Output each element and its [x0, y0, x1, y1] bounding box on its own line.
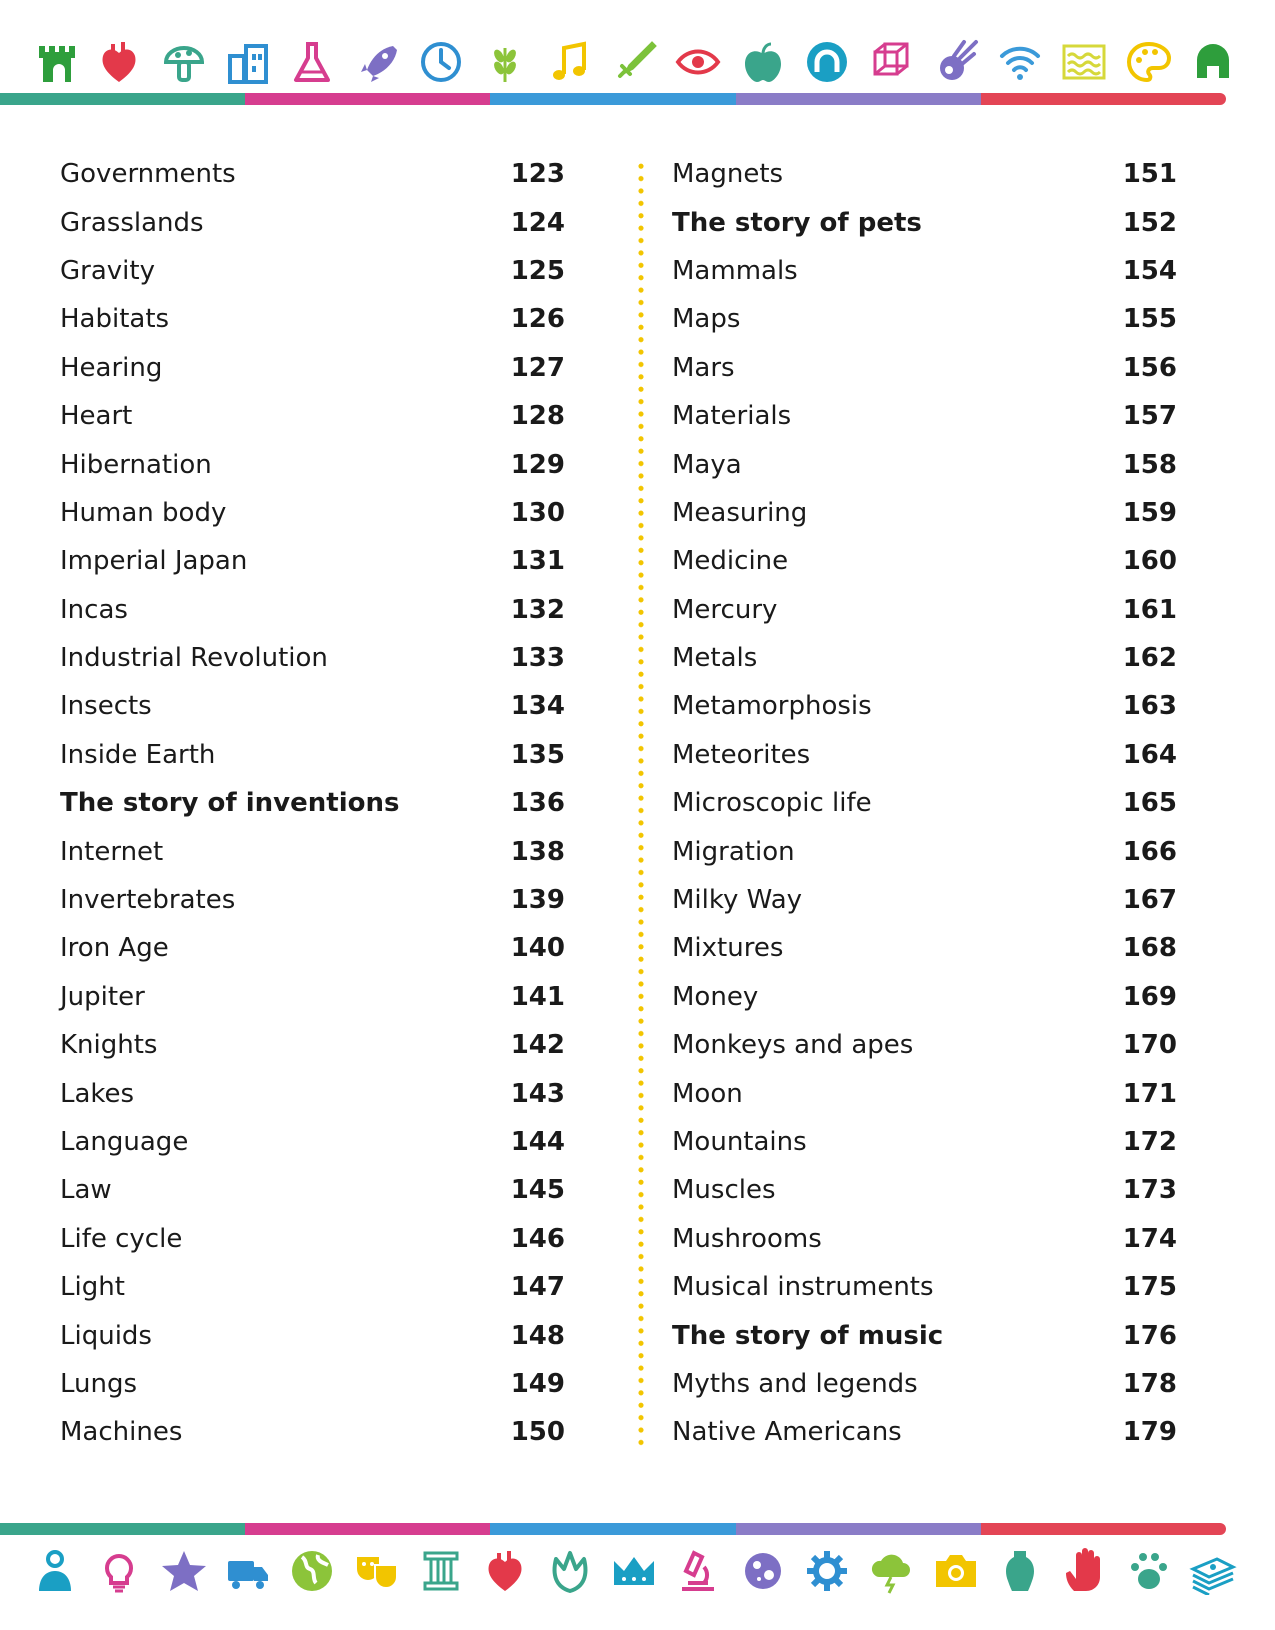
money-stack-icon — [1188, 1546, 1238, 1596]
entry-page-number: 151 — [1122, 159, 1177, 190]
index-entry — [672, 924, 1177, 972]
index-entry — [60, 1215, 565, 1263]
bottom-color-bar — [0, 1523, 1226, 1535]
index-entry — [60, 1166, 565, 1214]
entry-title: Habitats — [60, 304, 170, 335]
entry-title: Metamorphosis — [672, 691, 872, 722]
entry-page-number: 178 — [1122, 1368, 1177, 1399]
index-entry — [60, 537, 565, 585]
color-bar-segment — [245, 93, 490, 105]
entry-title: Musical instruments — [672, 1272, 934, 1303]
city-buildings-icon — [223, 37, 273, 87]
palette-icon — [1124, 37, 1174, 87]
entry-title: Insects — [60, 691, 152, 722]
star-icon — [159, 1546, 209, 1596]
index-entry — [60, 827, 565, 875]
vase-icon — [995, 1546, 1045, 1596]
leaf-plant-icon — [545, 1546, 595, 1596]
entry-page-number: 166 — [1122, 836, 1177, 867]
entry-title: Mushrooms — [672, 1223, 822, 1254]
index-entry — [672, 440, 1177, 488]
heart-organ-icon — [94, 37, 144, 87]
entry-title: Magnets — [672, 159, 784, 190]
entry-title: Lungs — [60, 1368, 138, 1399]
entry-title: Light — [60, 1272, 125, 1303]
entry-page-number: 125 — [510, 255, 565, 286]
entry-page-number: 170 — [1122, 1030, 1177, 1061]
top-icon-strip — [30, 34, 1238, 90]
index-entry — [672, 1408, 1177, 1456]
entry-title: Mammals — [672, 255, 798, 286]
index-entry — [60, 586, 565, 634]
entry-page-number: 132 — [510, 594, 565, 625]
entry-title: Liquids — [60, 1320, 152, 1351]
heart-organ-icon — [480, 1546, 530, 1596]
entry-page-number: 130 — [510, 497, 565, 528]
index-entry — [60, 1069, 565, 1117]
entry-title: Incas — [60, 594, 128, 625]
entry-page-number: 136 — [510, 788, 565, 819]
apple-icon — [738, 37, 788, 87]
entry-title: Internet — [60, 836, 164, 867]
index-entry — [60, 779, 565, 827]
index-entry — [672, 682, 1177, 730]
entry-title: Myths and legends — [672, 1368, 918, 1399]
entry-title: Monkeys and apes — [672, 1030, 914, 1061]
entry-title: Maps — [672, 304, 741, 335]
lightbulb-icon — [94, 1546, 144, 1596]
theatre-masks-icon — [352, 1546, 402, 1596]
entry-page-number: 168 — [1122, 933, 1177, 964]
index-entry — [672, 392, 1177, 440]
entry-page-number: 131 — [510, 546, 565, 577]
index-entry — [672, 1166, 1177, 1214]
entry-page-number: 142 — [510, 1030, 565, 1061]
index-entry — [672, 973, 1177, 1021]
entry-page-number: 165 — [1122, 788, 1177, 819]
entry-page-number: 169 — [1122, 981, 1177, 1012]
entry-page-number: 179 — [1122, 1417, 1177, 1448]
index-column-right — [672, 150, 1177, 1457]
entry-title: Hearing — [60, 352, 163, 383]
index-entry — [672, 827, 1177, 875]
entry-title: Iron Age — [60, 933, 169, 964]
entry-page-number: 141 — [510, 981, 565, 1012]
index-column-left — [60, 150, 565, 1457]
entry-title: Native Americans — [672, 1417, 902, 1448]
helmet-icon — [1188, 37, 1238, 87]
entry-title: Measuring — [672, 497, 808, 528]
index-entry — [672, 1021, 1177, 1069]
gear-icon — [802, 1546, 852, 1596]
color-bar-segment — [981, 93, 1226, 105]
index-entry — [672, 489, 1177, 537]
hand-icon — [1059, 1546, 1109, 1596]
entry-title: Governments — [60, 159, 236, 190]
entry-page-number: 147 — [510, 1272, 565, 1303]
entry-title: Invertebrates — [60, 885, 236, 916]
index-entry — [672, 198, 1177, 246]
entry-title: Milky Way — [672, 885, 803, 916]
eye-icon — [673, 37, 723, 87]
planet-icon — [738, 1546, 788, 1596]
entry-page-number: 138 — [510, 836, 565, 867]
index-entry — [60, 1360, 565, 1408]
entry-page-number: 162 — [1122, 643, 1177, 674]
index-entry — [672, 247, 1177, 295]
index-entry — [672, 150, 1177, 198]
index-entry — [60, 1118, 565, 1166]
entry-page-number: 176 — [1122, 1320, 1177, 1351]
index-entry — [672, 1118, 1177, 1166]
flask-icon — [287, 37, 337, 87]
entry-page-number: 150 — [510, 1417, 565, 1448]
color-bar-segment — [0, 93, 245, 105]
color-bar-segment — [981, 1523, 1226, 1535]
index-entry — [60, 198, 565, 246]
entry-page-number: 144 — [510, 1127, 565, 1157]
entry-title: Maya — [672, 449, 742, 480]
entry-page-number: 155 — [1122, 304, 1177, 335]
index-entry — [672, 344, 1177, 392]
entry-page-number: 154 — [1122, 255, 1177, 286]
index-entry — [672, 295, 1177, 343]
index-entry — [672, 1311, 1177, 1359]
entry-title: Mercury — [672, 594, 778, 625]
clock-icon — [416, 37, 466, 87]
index-entry — [60, 295, 565, 343]
entry-page-number: 140 — [510, 933, 565, 964]
entry-page-number: 161 — [1122, 594, 1177, 625]
column-pillar-icon — [416, 1546, 466, 1596]
entry-title: Industrial Revolution — [60, 643, 328, 674]
entry-title: Muscles — [672, 1175, 776, 1206]
index-entry — [60, 247, 565, 295]
waves-icon — [1059, 37, 1109, 87]
color-bar-segment — [736, 93, 981, 105]
entry-title: Meteorites — [672, 739, 811, 770]
entry-title: Law — [60, 1175, 112, 1206]
index-entry — [60, 344, 565, 392]
index-entry — [60, 1021, 565, 1069]
entry-page-number: 143 — [510, 1078, 565, 1109]
entry-page-number: 174 — [1122, 1223, 1177, 1254]
entry-title: Materials — [672, 401, 792, 432]
entry-page-number: 145 — [510, 1175, 565, 1206]
entry-title: Metals — [672, 643, 758, 674]
entry-page-number: 139 — [510, 885, 565, 916]
entry-title: The story of pets — [672, 207, 922, 238]
entry-title: Medicine — [672, 546, 789, 577]
entry-page-number: 167 — [1122, 885, 1177, 916]
entry-page-number: 160 — [1122, 546, 1177, 577]
entry-title: Human body — [60, 497, 227, 528]
entry-page-number: 164 — [1122, 739, 1177, 770]
meteor-icon — [931, 37, 981, 87]
entry-page-number: 123 — [510, 159, 565, 190]
index-entry — [60, 924, 565, 972]
rocket-icon — [352, 37, 402, 87]
index-entry — [672, 634, 1177, 682]
entry-page-number: 159 — [1122, 497, 1177, 528]
wifi-icon — [995, 37, 1045, 87]
entry-title: Gravity — [60, 255, 155, 286]
index-entry — [672, 779, 1177, 827]
color-bar-segment — [490, 1523, 735, 1535]
index-entry — [60, 150, 565, 198]
camera-icon — [931, 1546, 981, 1596]
truck-icon — [223, 1546, 273, 1596]
index-entry — [60, 489, 565, 537]
color-bar-segment — [736, 1523, 981, 1535]
entry-title: Language — [60, 1127, 189, 1157]
index-entry — [60, 731, 565, 779]
entry-page-number: 172 — [1122, 1127, 1177, 1157]
entry-page-number: 128 — [510, 401, 565, 432]
mushroom-icon — [159, 37, 209, 87]
sword-icon — [609, 37, 659, 87]
entry-title: Life cycle — [60, 1223, 183, 1254]
index-entry — [60, 876, 565, 924]
index-entry — [672, 1069, 1177, 1117]
color-bar-segment — [0, 1523, 245, 1535]
entry-page-number: 171 — [1122, 1078, 1177, 1109]
entry-page-number: 175 — [1122, 1272, 1177, 1303]
globe-icon — [287, 1546, 337, 1596]
entry-title: Machines — [60, 1417, 183, 1448]
entry-page-number: 127 — [510, 352, 565, 383]
entry-title: Inside Earth — [60, 739, 216, 770]
entry-page-number: 152 — [1122, 207, 1177, 238]
entry-page-number: 156 — [1122, 352, 1177, 383]
color-bar-segment — [490, 93, 735, 105]
index-entry — [60, 1408, 565, 1456]
person-icon — [30, 1546, 80, 1596]
paw-print-icon — [1124, 1546, 1174, 1596]
entry-page-number: 133 — [510, 643, 565, 674]
entry-page-number: 134 — [510, 691, 565, 722]
cube-icon — [866, 37, 916, 87]
index-entry — [672, 1215, 1177, 1263]
index-entry — [672, 537, 1177, 585]
index-entry — [60, 682, 565, 730]
castle-icon — [30, 37, 80, 87]
index-entry — [60, 440, 565, 488]
index-entry — [672, 731, 1177, 779]
entry-title: Money — [672, 981, 759, 1012]
index-entry — [60, 973, 565, 1021]
entry-title: Knights — [60, 1030, 158, 1061]
entry-page-number: 126 — [510, 304, 565, 335]
entry-page-number: 163 — [1122, 691, 1177, 722]
index-entry — [672, 876, 1177, 924]
entry-page-number: 148 — [510, 1320, 565, 1351]
index-entry — [60, 634, 565, 682]
entry-title: Mountains — [672, 1127, 807, 1157]
entry-title: The story of music — [672, 1320, 944, 1351]
entry-page-number: 124 — [510, 207, 565, 238]
entry-title: Microscopic life — [672, 788, 872, 819]
entry-page-number: 157 — [1122, 401, 1177, 432]
color-bar-segment — [245, 1523, 490, 1535]
microscope-icon — [673, 1546, 723, 1596]
top-color-bar — [0, 93, 1226, 105]
entry-title: Jupiter — [60, 981, 145, 1012]
entry-page-number: 149 — [510, 1368, 565, 1399]
entry-title: Moon — [672, 1078, 743, 1109]
entry-page-number: 158 — [1122, 449, 1177, 480]
bottom-icon-strip — [30, 1543, 1238, 1599]
dotted-divider — [638, 160, 644, 1448]
wheat-icon — [480, 37, 530, 87]
entry-title: Mixtures — [672, 933, 784, 964]
entry-title: Grasslands — [60, 207, 204, 238]
magnet-icon — [802, 37, 852, 87]
entry-title: Lakes — [60, 1078, 135, 1109]
entry-page-number: 173 — [1122, 1175, 1177, 1206]
crown-icon — [609, 1546, 659, 1596]
index-entry — [60, 1311, 565, 1359]
entry-title: The story of inventions — [60, 788, 400, 819]
entry-title: Heart — [60, 401, 133, 432]
index-entry — [672, 1263, 1177, 1311]
music-note-icon — [545, 37, 595, 87]
entry-title: Migration — [672, 836, 795, 867]
storm-cloud-icon — [866, 1546, 916, 1596]
index-entry — [672, 1360, 1177, 1408]
entry-page-number: 129 — [510, 449, 565, 480]
index-entry — [60, 392, 565, 440]
entry-page-number: 135 — [510, 739, 565, 770]
index-entry — [60, 1263, 565, 1311]
entry-title: Mars — [672, 352, 735, 383]
index-entry — [672, 586, 1177, 634]
entry-title: Imperial Japan — [60, 546, 248, 577]
entry-page-number: 146 — [510, 1223, 565, 1254]
entry-title: Hibernation — [60, 449, 212, 480]
